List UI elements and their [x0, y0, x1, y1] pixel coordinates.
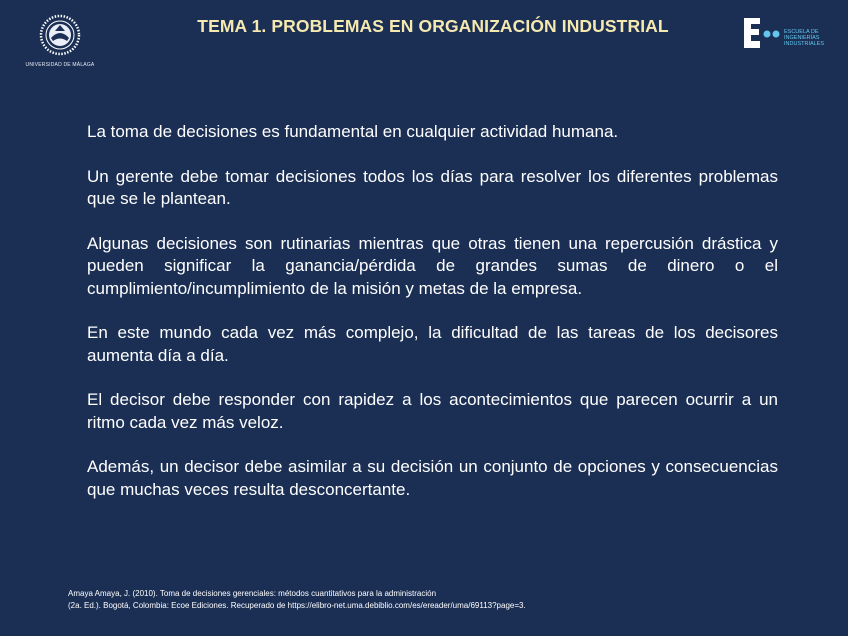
slide-title: TEMA 1. PROBLEMAS EN ORGANIZACIÓN INDUSTRIAL [197, 16, 669, 36]
reference-line-1: Amaya Amaya, J. (2010). Toma de decisiones gerenciales: métodos cuantitativos para la administración [68, 589, 437, 598]
paragraph: Además, un decisor debe asimilar a su decisión un conjunto de opciones y consecuencias que muchas veces resulta desconcertante. [87, 457, 778, 499]
school-logo [742, 15, 832, 55]
bibliographic-reference [68, 588, 828, 612]
paragraph: Algunas decisiones son rutinarias mientras que otras tienen una repercusión drástica y pueden significar la ganancia/pérdida de grandes sumas de dinero o el cumplimiento/incumplimiento de la misión y metas de la empresa. [87, 233, 778, 298]
paragraph: Un gerente debe tomar decisiones todos los días para resolver los diferentes problemas que se le plantean. [87, 166, 778, 208]
school-e-logo-icon [742, 15, 782, 51]
school-logo-text: ESCUELA DE INGENIERÍAS INDUSTRIALES [784, 29, 825, 47]
paragraph: El decisor debe responder con rapidez a los acontecimientos que parecen ocurrir a un ritmo cada vez más veloz. [87, 390, 778, 432]
slide-body [87, 121, 778, 523]
reference-line-2: (2a. Ed.). Bogotá, Colombia: Ecoe Ediciones. Recuperado de https://elibro-net.uma.debiblio.com/es/ereader/uma/69113?page=3. [68, 601, 526, 610]
paragraph: La toma de decisiones es fundamental en cualquier actividad humana. [87, 122, 619, 141]
paragraph: En este mundo cada vez más complejo, la dificultad de las tareas de los decisores aumenta día a día. [87, 323, 778, 365]
university-logo-text: UNIVERSIDAD DE MÁLAGA [25, 62, 95, 68]
